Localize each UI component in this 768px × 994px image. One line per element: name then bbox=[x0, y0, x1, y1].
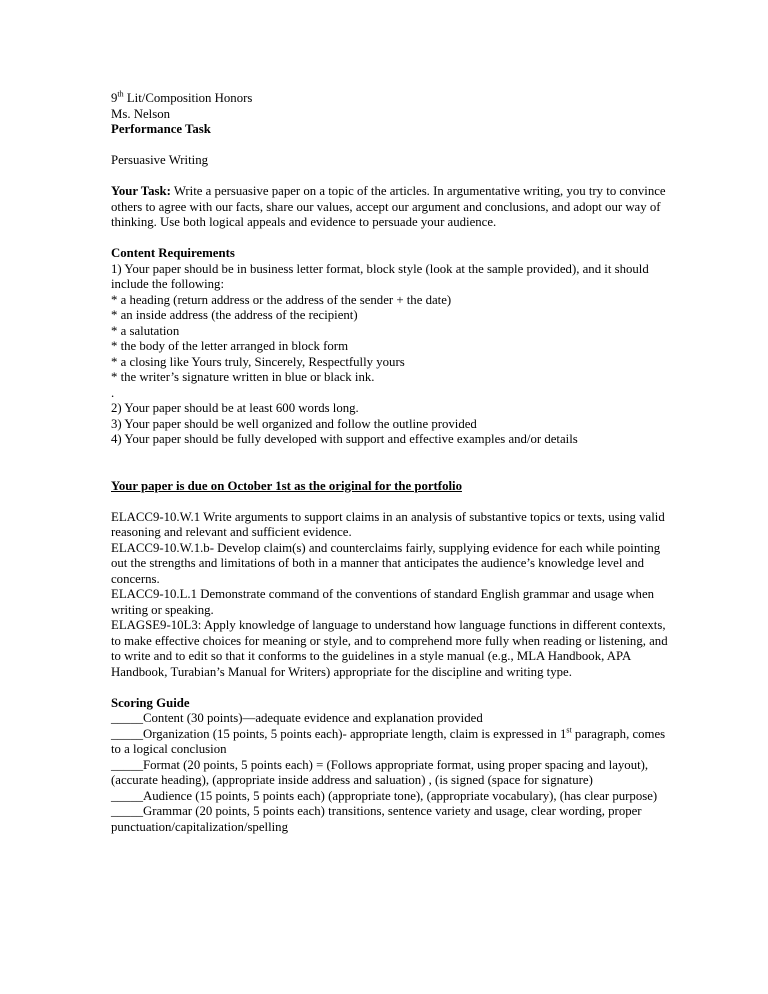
standard-item: ELACC9-10.W.1 Write arguments to support claims in an analysis of substantive topics or texts, using valid reasoning and relevant and sufficient evidence. bbox=[111, 509, 665, 539]
document-body bbox=[111, 91, 671, 835]
requirement-item: * a salutation bbox=[111, 323, 180, 338]
requirement-item: * a closing like Yours truly, Sincerely, Respectfully yours bbox=[111, 354, 405, 369]
scoring-content: _____Content (30 points)—adequate evidence and explanation provided bbox=[111, 711, 483, 725]
topic: Persuasive Writing bbox=[111, 153, 208, 167]
scoring-audience: _____Audience (15 points, 5 points each) (appropriate tone), (appropriate vocabulary), (has clear purpose) bbox=[111, 788, 658, 803]
standard-item: ELACC9-10.W.1.b- Develop claim(s) and counterclaims fairly, supplying evidence for each while pointing out the strengths and limitations of both in a manner that anticipates the audience’s knowledge level and concerns. bbox=[111, 540, 661, 586]
scoring-format: _____Format (20 points, 5 points each) = (Follows appropriate format, using proper spacing and layout), (accurate heading), (appropriate inside address and saluation) , (is signed (space for signature) bbox=[111, 757, 649, 787]
standard-item: ELAGSE9-10L3: Apply knowledge of language to understand how language functions in different contexts, to make effective choices for meaning or style, and to comprehend more fully when reading or listening, and to write and to edit so that it conforms to the guidelines in a style manual (e.g., MLA Handbook, APA Handbook, Turabian’s Manual for Writers) appropriate for the discipline and writing type. bbox=[111, 618, 668, 679]
requirement-item: * the writer’s signature written in blue or black ink. bbox=[111, 370, 375, 384]
course-line: 9th Lit/Composition Honors bbox=[111, 89, 253, 105]
requirement-1: 1) Your paper should be in business letter format, block style (look at the sample provided), and it should include the following: bbox=[111, 261, 649, 291]
your-task-label: Your Task: bbox=[111, 184, 171, 198]
your-task-paragraph: Your Task: Write a persuasive paper on a topic of the articles. In argumentative writing, you try to convince others to agree with our facts, share our values, accept our argument and conclusions, and adopt our way of thinking. Use both logical appeals and evidence to persuade your audience. bbox=[111, 184, 666, 229]
separator-dot: . bbox=[111, 385, 115, 400]
scoring-grammar: _____Grammar (20 points, 5 points each) transitions, sentence variety and usage, clear wording, proper punctuation/capitalization/spelling bbox=[111, 804, 642, 834]
requirement-item: * the body of the letter arranged in block form bbox=[111, 339, 349, 353]
due-date-notice: Your paper is due on October 1st as the original for the portfolio bbox=[111, 478, 462, 493]
scoring-organization: _____Organization (15 points, 5 points each)- appropriate length, claim is expressed in 1st paragraph, comes to a logical conclusion bbox=[111, 725, 666, 756]
requirement-2: 2) Your paper should be at least 600 words long. bbox=[111, 401, 359, 415]
standard-item: ELACC9-10.L.1 Demonstrate command of the conventions of standard English grammar and usage when writing or speaking. bbox=[111, 587, 655, 617]
task-title: Performance Task bbox=[111, 122, 211, 136]
scoring-guide-heading: Scoring Guide bbox=[111, 695, 190, 710]
requirement-item: * an inside address (the address of the recipient) bbox=[111, 308, 358, 322]
requirement-3: 3) Your paper should be well organized and follow the outline provided bbox=[111, 416, 477, 431]
content-requirements-heading: Content Requirements bbox=[111, 246, 235, 260]
teacher-name: Ms. Nelson bbox=[111, 106, 171, 121]
requirement-item: * a heading (return address or the address of the sender + the date) bbox=[111, 292, 452, 307]
requirement-4: 4) Your paper should be fully developed with support and effective examples and/or details bbox=[111, 432, 578, 446]
